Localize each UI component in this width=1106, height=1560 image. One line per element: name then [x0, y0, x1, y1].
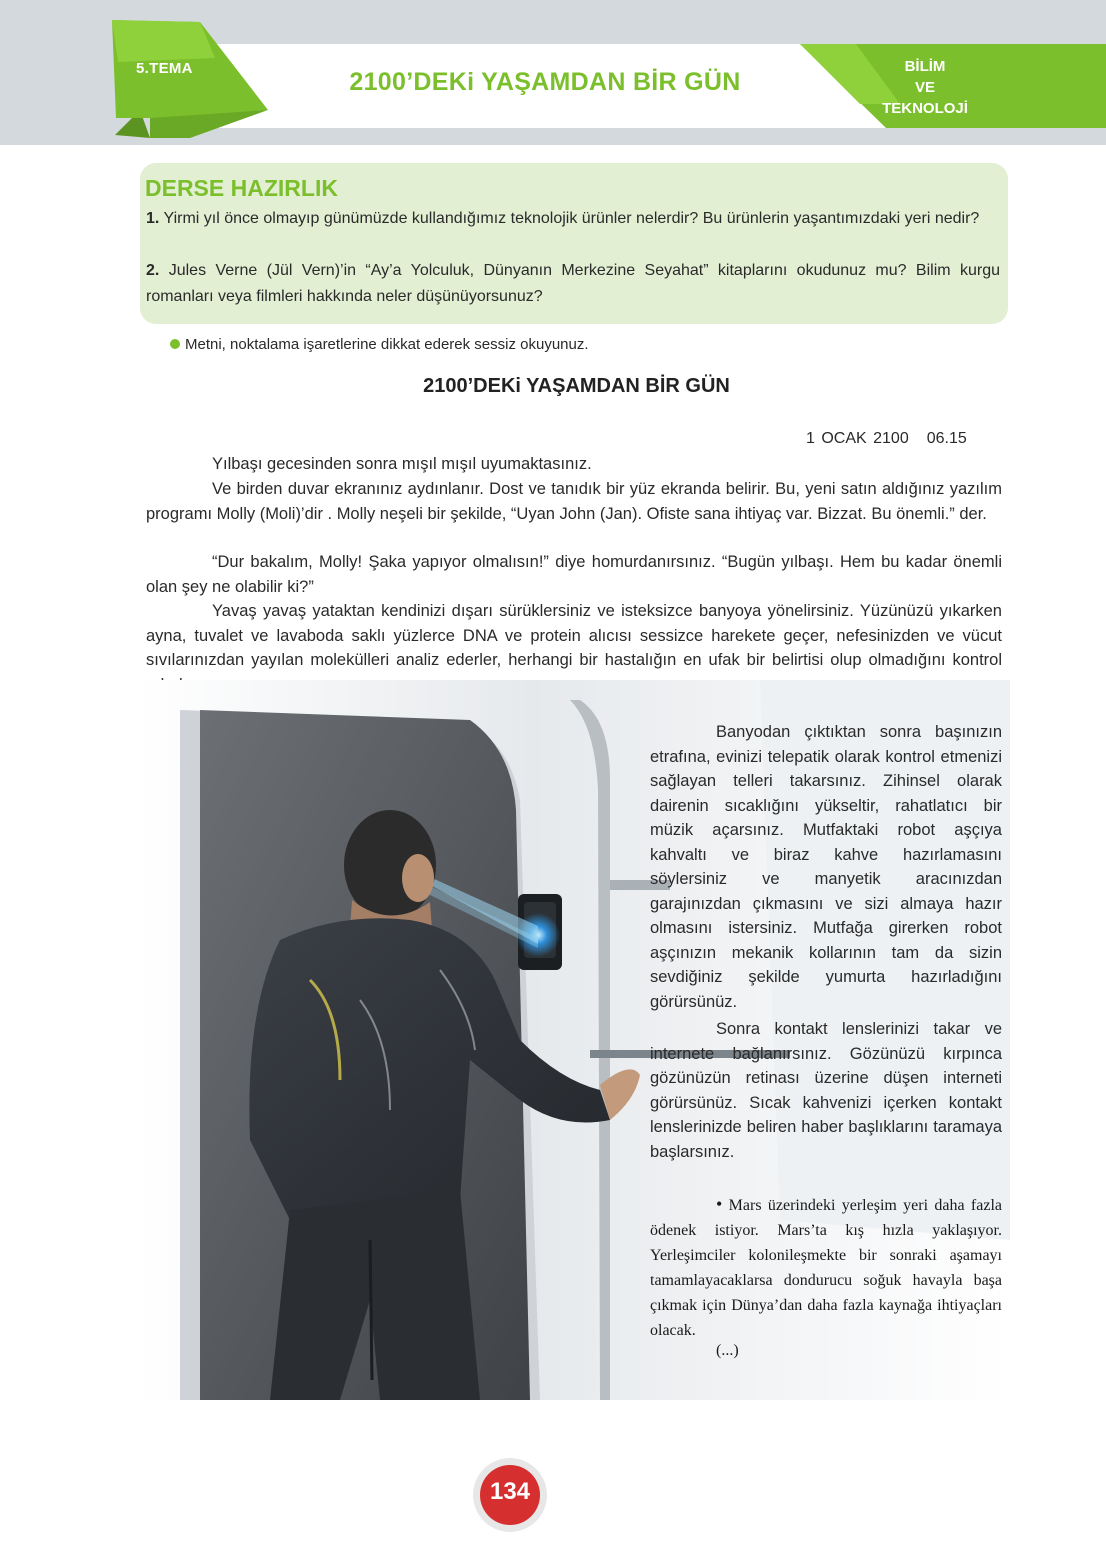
- theme-ribbon: [0, 0, 270, 145]
- bullet-icon: [170, 339, 180, 349]
- question-text: Yirmi yıl önce olmayıp günümüzde kullandığımız teknolojik ürünler nelerdir? Bu ürünlerin yaşantımızdaki yeri nedir?: [163, 210, 980, 227]
- page-title: 2100’DEKi YAŞAMDAN BİR GÜN: [349, 68, 741, 96]
- news-headline-text: Mars üzerindeki yerleşim yeri daha fazla ödenek istiyor. Mars’ta kış hızla yaklaşıyor. Yerleşimciler kolonileşmekte bir sonraki aşamayı tamamlayacaklarsa dondurucu soğuk havayla başa çıkmak için Dünya’dan daha fazla kaynağa ihtiyaçları olacak.: [650, 1197, 1003, 1339]
- theme-number: 5.TEMA: [136, 60, 193, 77]
- instruction-text: Metni, noktalama işaretlerine dikkat ederek sessiz okuyunuz.: [185, 336, 589, 353]
- prep-question: [146, 258, 1000, 310]
- theme-name-line: BİLİM: [904, 58, 946, 75]
- dateline: [806, 430, 967, 448]
- reading-title: 2100’DEKi YAŞAMDAN BİR GÜN: [423, 375, 730, 397]
- bullet-icon: •: [716, 1194, 723, 1214]
- ellipsis: (...): [716, 1342, 739, 1359]
- page-number: 134: [489, 1478, 531, 1505]
- column-paragraph: Banyodan çıktıktan sonra başınızın etrafına, evinizi telepatik olarak kontrol etmenizi sağlayan telleri takarsınız. Zihinsel olarak dairenin sıcaklığını yükseltir, rahatlatıcı bir müzik açarsınız. Mutfaktaki robot aşçıya kahvaltı ve biraz kahve hazırlamasını söylersiniz ve manyetik aracınızdan garajınızdan çıkmasını ve sizi almaya hazır olmasını istersiniz. Mutfağa girerken robot aşçınızın mekanik kollarının tam da sizin sevdiğiniz şekilde yumurta hazırladığını görürsünüz.: [650, 723, 1002, 1011]
- prep-question: [146, 206, 1000, 232]
- news-headline: [650, 1192, 1002, 1343]
- question-text: Jules Verne (Jül Vern)’in “Ay’a Yolculuk, Dünyanın Merkezine Seyahat” kitaplarını okudunuz mu? Bilim kurgu romanları veya filmleri hakkında neler düşünüyorsunuz?: [146, 262, 1000, 305]
- paragraph: “Dur bakalım, Molly! Şaka yapıyor olmalısın!” diye homurdanırsınız. “Bugün yılbaşı. Hem bu kadar önemli olan şey ne olabilir ki?”: [146, 553, 1002, 596]
- paragraph: Ve birden duvar ekranınız aydınlanır. Dost ve tanıdık bir yüz ekranda belirir. Bu, yeni satın aldığınız yazılım programı Molly (Moli)’dir . Molly neşeli bir şekilde, “Uyan John (Jan). Ofiste sana ihtiyaç var. Bizzat. Bu önemli.” der.: [146, 480, 1002, 523]
- column-paragraph: Sonra kontakt lenslerinizi takar ve internete bağlanırsınız. Gözünüzü kırpınca gözünüzün retinası üzerine düşen interneti görürsünüz. Sıcak kahvenizi içerken kontakt lenslerinizde beliren haber başlıklarını taramaya başlarsınız.: [650, 1020, 1002, 1161]
- prep-title: DERSE HAZIRLIK: [145, 175, 338, 201]
- theme-name-line: VE: [914, 79, 935, 96]
- theme-name: [862, 56, 988, 119]
- date: 1 OCAK 2100: [806, 430, 909, 447]
- time: 06.15: [926, 430, 967, 447]
- paragraph: Yavaş yavaş yataktan kendinizi dışarı sürüklersiniz ve isteksizce banyoya yönelirsiniz. Yüzünüzü yıkarken ayna, tuvalet ve lavaboda saklı yüzlerce DNA ve protein alıcısı sessizce harekete geçer, nefesinizden ve vücut sıvılarınızdan yayılan molekülleri analiz ederler, herhangi bir hastalığın en ufak bir belirtisi olup olmadığını kontrol: [146, 602, 1002, 669]
- theme-name-line: TEKNOLOJİ: [882, 100, 968, 117]
- question-number: 1.: [146, 210, 160, 227]
- reading-instruction: [170, 336, 589, 353]
- paragraph: Yılbaşı gecesinden sonra mışıl mışıl uyumaktasınız.: [212, 455, 592, 473]
- question-number: 2.: [146, 262, 160, 279]
